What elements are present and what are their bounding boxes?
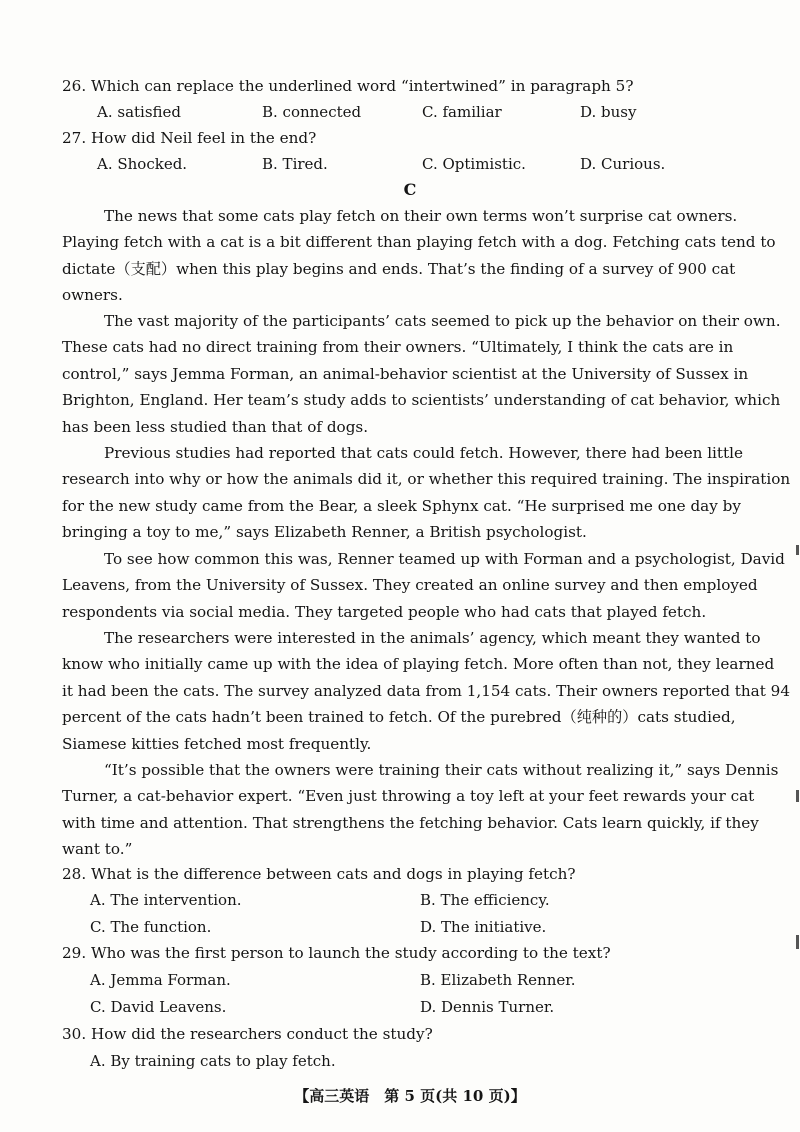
passage-line: has been less studied than that of dogs. [62, 417, 369, 436]
q28-option-a: A. The intervention. [90, 891, 242, 909]
passage-line: These cats had no direct training from their owners. “Ultimately, I think the cats are in [62, 338, 734, 357]
passage-line: want to.” [62, 840, 133, 859]
question-29-stem: 29. Who was the first person to launch the study according to the text? [62, 944, 611, 962]
passage-line: Leavens, from the University of Sussex. They created an online survey and then employed [62, 576, 758, 595]
q28-option-d: D. The initiative. [420, 918, 547, 936]
scan-edge-mark [796, 545, 799, 555]
scan-edge-mark [796, 790, 799, 802]
passage-paragraph-4 [62, 546, 785, 625]
scan-edge-mark [796, 935, 799, 949]
q29-option-a: A. Jemma Forman. [90, 971, 231, 989]
q26-option-a: A. satisfied [97, 103, 182, 121]
passage-line: know who initially came up with the idea of playing fetch. More often than not, they learned [62, 655, 775, 674]
question-27-stem: 27. How did Neil feel in the end? [62, 129, 317, 147]
q26-option-c: C. familiar [422, 103, 502, 121]
q26-option-b: B. connected [262, 103, 362, 121]
q29-option-c: C. David Leavens. [90, 998, 227, 1016]
passage-line: “It’s possible that the owners were training their cats without realizing it,” says Dennis [104, 761, 779, 779]
passage-paragraph-6 [62, 757, 779, 863]
q29-option-d: D. Dennis Turner. [420, 998, 555, 1016]
passage-line: The vast majority of the participants’ cats seemed to pick up the behavior on their own. [104, 312, 781, 330]
passage-line: with time and attention. That strengthens the fetching behavior. Cats learn quickly, if they [62, 813, 759, 832]
passage-line: it had been the cats. The survey analyzed data from 1,154 cats. Their owners reported that 94 [62, 681, 790, 700]
passage-line: percent of the cats hadn’t been trained to fetch. Of the purebred（纯种的）cats studied, [62, 708, 736, 727]
passage-line: bringing a toy to me,” says Elizabeth Renner, a British psychologist. [62, 523, 587, 542]
question-30-stem: 30. How did the researchers conduct the study? [62, 1025, 433, 1043]
passage-line: The researchers were interested in the animals’ agency, which meant they wanted to [104, 629, 761, 647]
q30-option-a: A. By training cats to play fetch. [90, 1052, 336, 1070]
passage-line: Previous studies had reported that cats could fetch. However, there had been little [104, 444, 743, 462]
passage-line: research into why or how the animals did it, or whether this required training. The inspiration [62, 470, 791, 489]
passage-line: The news that some cats play fetch on their own terms won’t surprise cat owners. [104, 207, 738, 225]
passage-line: Turner, a cat-behavior expert. “Even just throwing a toy left at your feet rewards your cat [62, 787, 755, 806]
q26-option-d: D. busy [580, 103, 637, 121]
section-label: C [403, 180, 417, 199]
question-26-stem: 26. Which can replace the underlined word “intertwined” in paragraph 5? [62, 77, 634, 95]
passage-line: Brighton, England. Her team’s study adds to scientists’ understanding of cat behavior, which [62, 391, 781, 410]
passage-line: control,” says Jemma Forman, an animal-behavior scientist at the University of Sussex in [62, 364, 749, 383]
q29-option-b: B. Elizabeth Renner. [420, 971, 576, 989]
q27-option-c: C. Optimistic. [422, 155, 526, 173]
passage-line: respondents via social media. They targeted people who had cats that played fetch. [62, 602, 707, 621]
passage-line: Siamese kitties fetched most frequently. [62, 734, 372, 753]
page-footer: 【高三英语 第 5 页(共 10 页)】 [294, 1087, 526, 1105]
q27-option-b: B. Tired. [262, 155, 328, 173]
passage-paragraph-2 [62, 308, 781, 440]
q28-option-c: C. The function. [90, 918, 212, 936]
q28-option-b: B. The efficiency. [420, 891, 550, 909]
passage-line: dictate（支配）when this play begins and ends. That’s the finding of a survey of 900 cat [62, 259, 736, 278]
passage-line: Playing fetch with a cat is a bit different than playing fetch with a dog. Fetching cats tend to [62, 233, 776, 252]
question-28-stem: 28. What is the difference between cats and dogs in playing fetch? [62, 865, 576, 883]
q27-option-d: D. Curious. [580, 155, 666, 173]
passage-line: To see how common this was, Renner teamed up with Forman and a psychologist, David [104, 550, 785, 568]
passage-line: owners. [62, 286, 123, 305]
passage-paragraph-3 [62, 440, 791, 546]
passage-line: for the new study came from the Bear, a sleek Sphynx cat. “He surprised me one day by [62, 496, 741, 515]
q27-option-a: A. Shocked. [97, 155, 188, 173]
passage-paragraph-5 [62, 625, 790, 757]
passage-paragraph-1 [62, 203, 776, 309]
